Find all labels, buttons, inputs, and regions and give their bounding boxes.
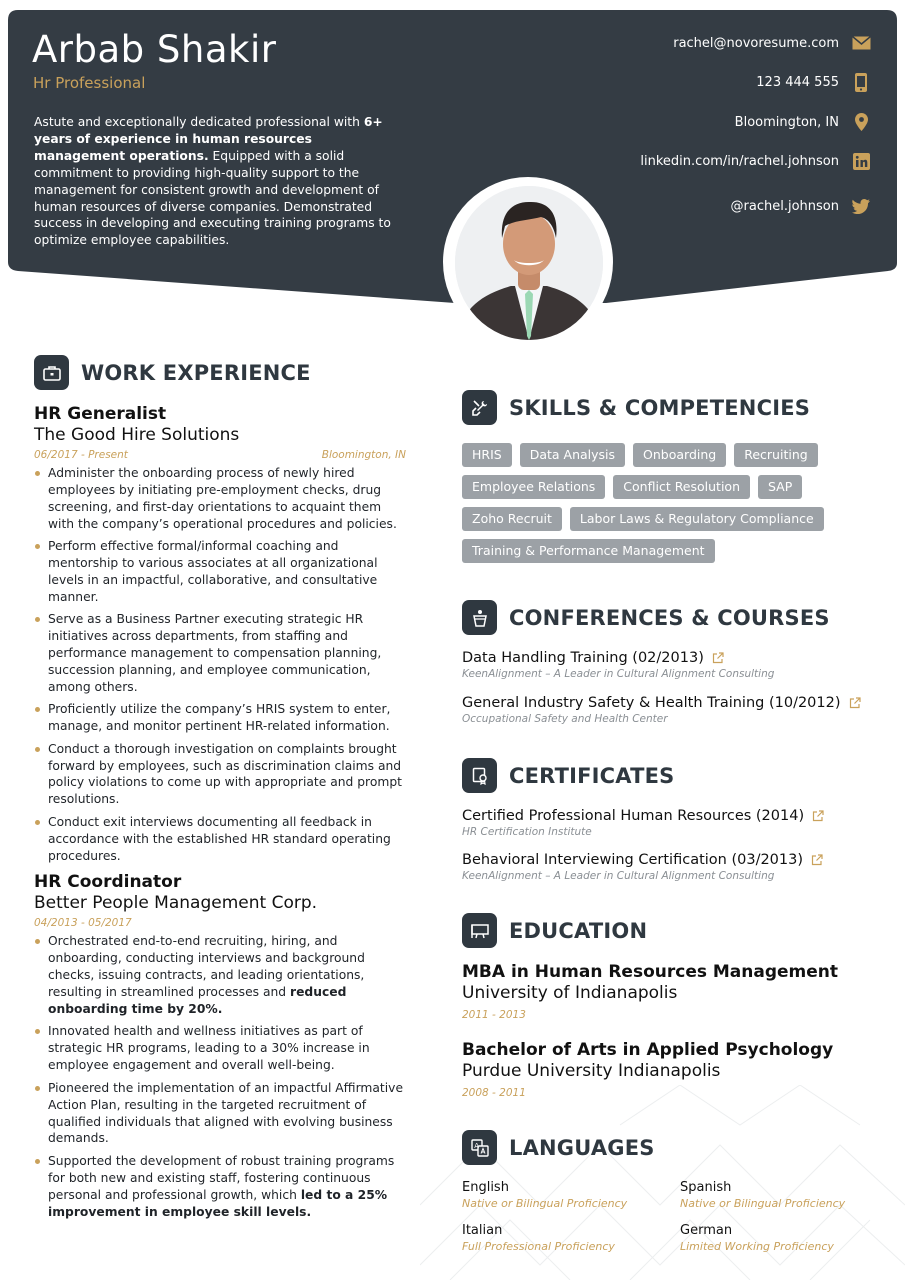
job-company: Better People Management Corp. xyxy=(34,893,318,914)
languages-header xyxy=(462,1130,655,1165)
svg-text:A: A xyxy=(473,1141,479,1150)
school-name: University of Indianapolis xyxy=(462,983,678,1003)
conferences-header xyxy=(462,600,830,635)
conference-item xyxy=(462,650,774,680)
job-entry xyxy=(34,872,406,1220)
job-bullet: Supported the development of robust training programs for both new and existing staff, fostering continuous personal and professional growth, which led to a 25% improvement in employee skill levels. xyxy=(34,1153,406,1221)
conference-provider: KeenAlignment – A Leader in Cultural Alignment Consulting xyxy=(462,668,775,680)
education-item xyxy=(462,962,838,1021)
job-bullet: Pioneered the implementation of an impactful Affirmative Action Plan, resulting in the targeted recruitment of qualified individuals that aligned with evolving business demands. xyxy=(34,1080,406,1148)
job-dates: 04/2013 - 05/2017 xyxy=(34,917,132,930)
contact-twitter[interactable] xyxy=(731,197,871,215)
briefcase-icon xyxy=(34,355,69,390)
external-link-icon[interactable] xyxy=(712,652,724,664)
profile-summary: Astute and exceptionally dedicated professional with 6+ years of experience in human resources management operations. Equipped with a solid commitment to providing high-quality support to the management for consistent growth and development of human resources of diverse companies. Demonstrated success in developing and executing training programs to optimize employee capabilities. xyxy=(34,115,391,248)
candidate-name: Arbab Shakir xyxy=(32,28,277,71)
job-company: The Good Hire Solutions xyxy=(34,425,240,445)
skill-tag: Conflict Resolution xyxy=(613,475,750,499)
certificate-issuer: HR Certification Institute xyxy=(462,826,592,838)
job-bullet: Innovated health and wellness initiatives as part of strategic HR programs, leading to a 30% increase in employee engagement and overall well-being. xyxy=(34,1023,406,1074)
skills-header xyxy=(462,390,810,425)
certificates-header xyxy=(462,758,675,793)
skills-title: SKILLS & COMPETENCIES xyxy=(509,395,811,420)
skill-tag: Zoho Recruit xyxy=(462,507,562,531)
certificates-title: CERTIFICATES xyxy=(509,763,675,788)
translate-icon xyxy=(462,1130,497,1165)
skill-tag: Onboarding xyxy=(633,443,726,467)
conferences-title: CONFERENCES & COURSES xyxy=(509,605,830,630)
language-name: Italian xyxy=(462,1223,503,1238)
job-bullet: Serve as a Business Partner executing strategic HR initiatives across departments, from staffing and performance management to compensation planning, succession planning, and employee communication, among others. xyxy=(34,611,406,696)
skills-tag-list xyxy=(462,443,862,563)
linkedin-icon xyxy=(851,152,871,170)
person-portrait-icon xyxy=(455,186,603,340)
language-level: Native or Bilingual Proficiency xyxy=(462,1197,628,1210)
work-experience-section xyxy=(34,404,406,1226)
skill-tag: Labor Laws & Regulatory Compliance xyxy=(570,507,824,531)
external-link-icon[interactable] xyxy=(812,810,824,822)
job-bullet: Orchestrated end-to-end recruiting, hiring, and onboarding, conducting interviews and background checks, issuing contracts, and leading orientations, resulting in streamlined processes and reduced onboarding time by 20%. xyxy=(34,933,406,1018)
work-experience-header xyxy=(34,355,311,390)
location-pin-icon xyxy=(851,113,871,131)
job-bullet: Administer the onboarding process of newly hired employees by initiating pre-employment checks, drug screening, and first-day orientations to acquaint them with the company’s operational procedures and policies. xyxy=(34,465,406,533)
skill-tag: Data Analysis xyxy=(520,443,625,467)
job-bullet: Conduct a thorough investigation on complaints brought forward by employees, such as discrimination claims and policy violations to come up with appropriate and prompt resolutions. xyxy=(34,741,406,809)
conference-title: Data Handling Training (02/2013) xyxy=(462,650,704,666)
tools-icon xyxy=(462,390,497,425)
job-bullet: Perform effective formal/informal coaching and mentorship to various associates at all organizational levels in an impactful, collaborative, and consultative manner. xyxy=(34,538,406,606)
language-item xyxy=(680,1180,845,1210)
job-location: Bloomington, IN xyxy=(321,449,406,461)
language-item xyxy=(462,1180,627,1210)
language-item xyxy=(680,1223,834,1253)
contact-email-text: rachel@novoresume.com xyxy=(673,35,839,51)
contact-phone-text: 123 444 555 xyxy=(756,74,839,90)
certificate-item xyxy=(462,808,824,838)
certificate-item xyxy=(462,852,823,882)
language-level: Limited Working Proficiency xyxy=(680,1240,834,1253)
contact-phone[interactable] xyxy=(756,73,871,91)
job-entry xyxy=(34,404,406,864)
avatar xyxy=(455,186,603,340)
contact-linkedin[interactable] xyxy=(640,152,871,170)
degree-name: Bachelor of Arts in Applied Psychology xyxy=(462,1040,834,1060)
skill-tag: Training & Performance Management xyxy=(462,539,715,563)
conference-item xyxy=(462,695,861,725)
twitter-icon xyxy=(851,197,871,215)
contact-location-text: Bloomington, IN xyxy=(734,114,839,130)
certificate-icon xyxy=(462,758,497,793)
external-link-icon[interactable] xyxy=(849,697,861,709)
contact-twitter-text: @rachel.johnson xyxy=(730,198,839,214)
skill-tag: HRIS xyxy=(462,443,512,467)
certificate-title: Behavioral Interviewing Certification (03/2013) xyxy=(462,852,804,868)
contact-location[interactable] xyxy=(735,113,871,131)
skill-tag: Recruiting xyxy=(734,443,817,467)
contact-linkedin-text: linkedin.com/in/rachel.johnson xyxy=(640,153,839,169)
phone-icon xyxy=(851,73,871,91)
skill-tag: Employee Relations xyxy=(462,475,605,499)
language-name: English xyxy=(462,1180,509,1195)
language-name: German xyxy=(680,1223,733,1238)
language-item xyxy=(462,1223,615,1253)
languages-title: LANGUAGES xyxy=(509,1135,655,1160)
school-name: Purdue University Indianapolis xyxy=(462,1061,721,1081)
degree-name: MBA in Human Resources Management xyxy=(462,962,839,982)
language-level: Native or Bilingual Proficiency xyxy=(680,1197,846,1210)
job-title: HR Generalist xyxy=(34,404,167,424)
certificate-title: Certified Professional Human Resources (2014) xyxy=(462,808,805,824)
candidate-role: Hr Professional xyxy=(33,74,146,92)
conference-title: General Industry Safety & Health Training (10/2012) xyxy=(462,695,841,711)
podium-icon xyxy=(462,600,497,635)
envelope-icon xyxy=(851,34,871,52)
work-experience-title: WORK EXPERIENCE xyxy=(81,360,311,385)
job-bullet: Conduct exit interviews documenting all feedback in accordance with the established HR standard operating procedures. xyxy=(34,814,406,865)
graduation-board-icon xyxy=(462,913,497,948)
job-title: HR Coordinator xyxy=(34,872,182,893)
job-bullet: Proficiently utilize the company’s HRIS system to enter, manage, and monitor pertinent HR-related information. xyxy=(34,701,406,735)
language-level: Full Professional Proficiency xyxy=(462,1240,615,1253)
conference-provider: Occupational Safety and Health Center xyxy=(462,713,668,725)
education-dates: 2008 - 2011 xyxy=(462,1087,526,1099)
contact-email[interactable] xyxy=(673,34,871,52)
education-title: EDUCATION xyxy=(509,918,648,943)
education-dates: 2011 - 2013 xyxy=(462,1009,526,1021)
certificate-issuer: KeenAlignment – A Leader in Cultural Alignment Consulting xyxy=(462,870,775,882)
language-name: Spanish xyxy=(680,1180,732,1195)
job-dates: 06/2017 - Present xyxy=(34,449,128,461)
external-link-icon[interactable] xyxy=(811,854,823,866)
education-header xyxy=(462,913,647,948)
skill-tag: SAP xyxy=(758,475,802,499)
